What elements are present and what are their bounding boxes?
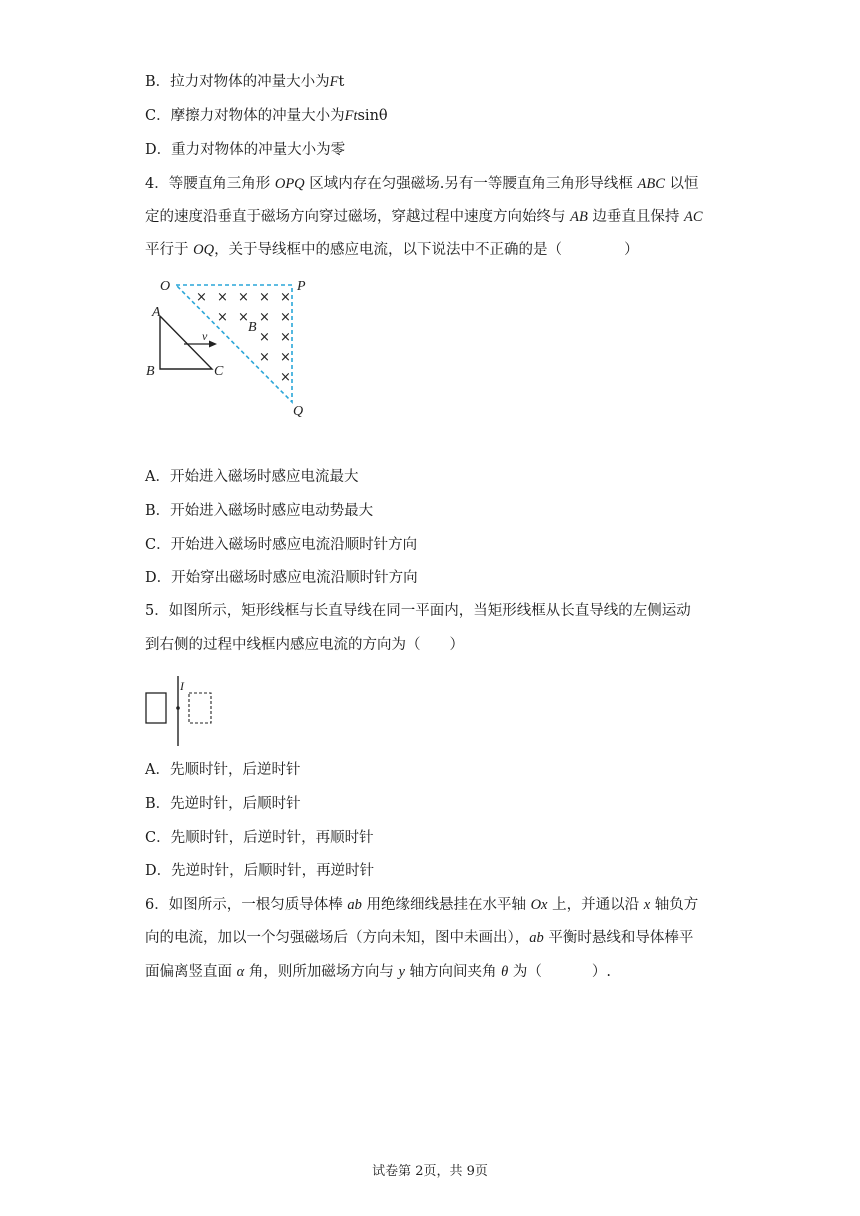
field-cross: × <box>196 290 207 305</box>
field-cross: × <box>280 330 291 345</box>
q5-stem-line1: 5．如图所示，矩形线框与长直导线在同一平面内，当矩形线框从长直导线的左侧运动 <box>145 603 691 619</box>
label-p: P <box>297 279 306 294</box>
label-a: A <box>152 305 161 320</box>
q4-option-a: A．开始进入磁场时感应电流最大 <box>145 469 359 485</box>
q6-stem-line3: 面偏离竖直面 α 角，则所加磁场方向与 y 轴方向间夹角 θ 为（ ）. <box>145 964 611 980</box>
field-cross: × <box>238 310 249 325</box>
q3-option-c: C．摩擦力对物体的冲量大小为Ftsinθ <box>145 108 388 124</box>
field-cross: × <box>280 290 291 305</box>
label-o: O <box>160 279 171 294</box>
label-i: I <box>180 679 184 693</box>
q3-option-d: D．重力对物体的冲量大小为零 <box>145 142 346 158</box>
label-b-field: B <box>248 320 257 335</box>
field-cross: × <box>217 310 228 325</box>
field-cross: × <box>280 370 291 385</box>
field-cross: × <box>238 290 249 305</box>
field-cross: × <box>280 350 291 365</box>
label-v: v <box>202 329 208 343</box>
q3-option-b: B．拉力对物体的冲量大小为Ft <box>145 74 345 90</box>
label-q: Q <box>293 404 304 419</box>
q5-figure <box>140 668 220 750</box>
field-cross: × <box>259 290 270 305</box>
field-cross: × <box>280 310 291 325</box>
q5-option-c: C．先顺时针，后逆时针，再顺时针 <box>145 830 374 846</box>
label-c: C <box>214 364 224 379</box>
q6-stem-line2: 向的电流，加以一个匀强磁场后（方向未知，图中未画出），ab 平衡时悬线和导体棒平 <box>145 930 694 946</box>
field-cross: × <box>259 350 270 365</box>
q4-option-c: C．开始进入磁场时感应电流沿顺时针方向 <box>145 537 418 553</box>
q5-option-b: B．先逆时针，后顺时针 <box>145 796 301 812</box>
q4-figure <box>140 272 320 422</box>
q5-stem-line2: 到右侧的过程中线框内感应电流的方向为（ ） <box>145 637 464 653</box>
q6-stem-line1: 6．如图所示，一根匀质导体棒 ab 用绝缘细线悬挂在水平轴 Ox 上，并通以沿 x 轴负方 <box>145 897 699 913</box>
field-cross: × <box>217 290 228 305</box>
q4-option-b: B．开始进入磁场时感应电动势最大 <box>145 503 374 519</box>
label-b: B <box>146 364 155 379</box>
dashed-frame <box>189 693 211 723</box>
page-footer: 试卷第 2页，共 9页 <box>372 1164 488 1179</box>
field-cross: × <box>259 310 270 325</box>
q5-option-d: D．先逆时针，后顺时针，再逆时针 <box>145 863 375 879</box>
solid-frame <box>146 693 166 723</box>
q4-option-d: D．开始穿出磁场时感应电流沿顺时针方向 <box>145 570 418 586</box>
field-cross: × <box>259 330 270 345</box>
q5-option-a: A．先顺时针，后逆时针 <box>145 762 301 778</box>
q4-stem-line2: 定的速度沿垂直于磁场方向穿过磁场，穿越过程中速度方向始终与 AB 边垂直且保持 AC <box>145 209 703 225</box>
q4-stem-line3: 平行于 OQ，关于导线框中的感应电流，以下说法中不正确的是（ ） <box>145 242 639 258</box>
q4-stem-line1: 4．等腰直角三角形 OPQ 区域内存在匀强磁场.另有一等腰直角三角形导线框 ABC 以恒 <box>145 176 699 192</box>
